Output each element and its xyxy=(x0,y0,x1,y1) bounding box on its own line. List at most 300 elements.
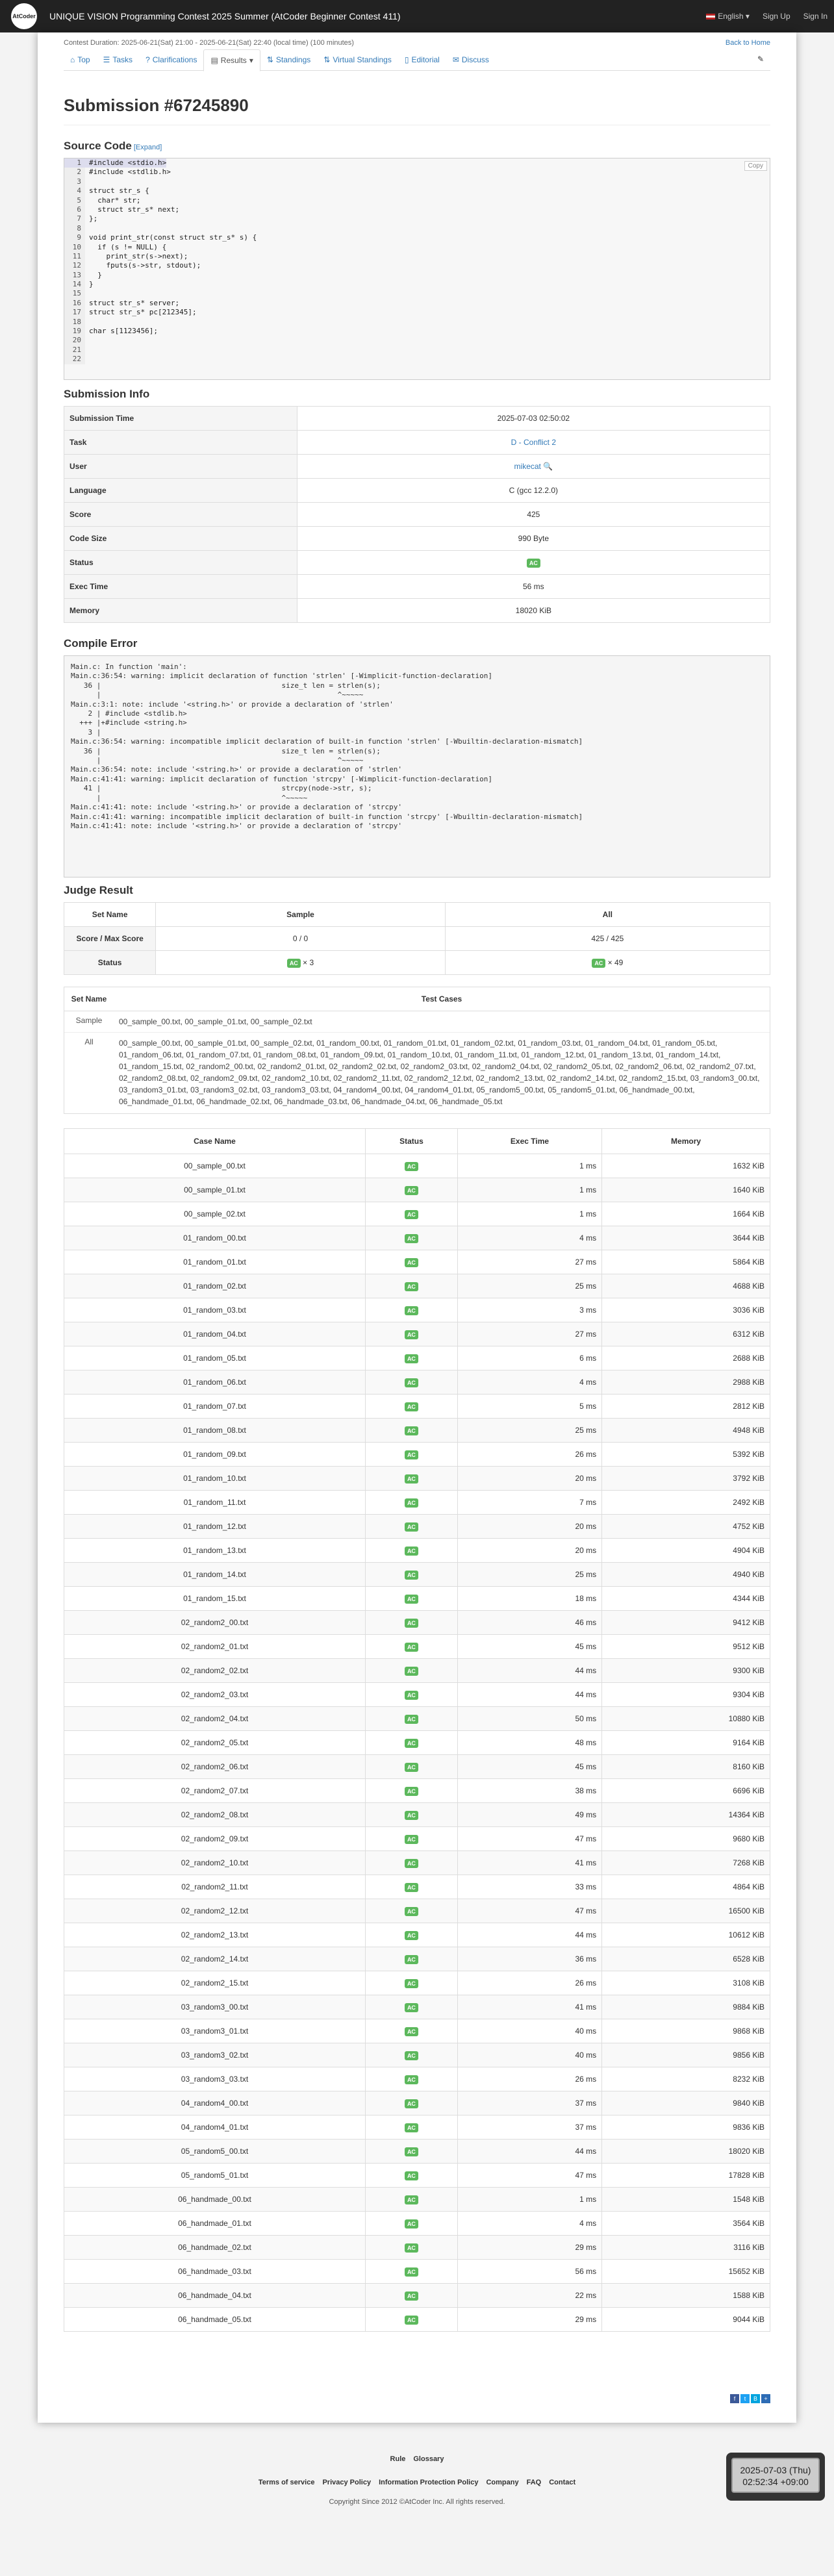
code-line xyxy=(64,355,770,364)
main-container xyxy=(38,32,796,2423)
case-status-cell xyxy=(365,1587,457,1611)
table-row: Memory 18020 KiB xyxy=(64,599,770,623)
case-memory: 9512 KiB xyxy=(602,1635,770,1659)
case-exec-time: 44 ms xyxy=(457,1659,601,1683)
tab-results[interactable]: ▤ Results ▾ xyxy=(203,49,260,71)
case-exec-time: 4 ms xyxy=(457,2212,601,2236)
case-exec-time: 44 ms xyxy=(457,2140,601,2164)
status-badge: AC xyxy=(405,2123,418,2132)
facebook-share-icon[interactable]: f xyxy=(730,2394,739,2403)
case-exec-time: 48 ms xyxy=(457,1731,601,1755)
table-row: User mikecat 🔍 xyxy=(64,455,770,479)
case-name: 01_random_12.txt xyxy=(64,1515,366,1539)
line-number: 11 xyxy=(64,252,85,261)
table-row xyxy=(64,2212,770,2236)
line-number: 19 xyxy=(64,327,85,336)
case-name: 01_random_14.txt xyxy=(64,1563,366,1587)
page-title: Submission #67245890 xyxy=(64,95,249,115)
fixed-clock xyxy=(726,2453,825,2501)
case-exec-time: 44 ms xyxy=(457,1923,601,1947)
case-name: 02_random2_00.txt xyxy=(64,1611,366,1635)
case-name: 03_random3_01.txt xyxy=(64,2019,366,2043)
footer-link-terms[interactable]: Terms of service xyxy=(258,2479,315,2486)
case-name: 06_handmade_05.txt xyxy=(64,2308,366,2332)
status-badge: AC xyxy=(405,1955,418,1964)
atcoder-logo[interactable]: AtCoder xyxy=(8,0,40,32)
case-memory: 2812 KiB xyxy=(602,1395,770,1419)
case-name: 02_random2_06.txt xyxy=(64,1755,366,1779)
case-status-cell xyxy=(365,2236,457,2260)
case-status-cell xyxy=(365,2284,457,2308)
line-number: 17 xyxy=(64,308,85,317)
table-row xyxy=(64,1635,770,1659)
case-name: 02_random2_12.txt xyxy=(64,1899,366,1923)
table-row xyxy=(64,1322,770,1346)
case-name: 02_random2_05.txt xyxy=(64,1731,366,1755)
case-exec-time: 5 ms xyxy=(457,1395,601,1419)
table-row xyxy=(64,2308,770,2332)
table-row xyxy=(64,1539,770,1563)
score-value: 425 xyxy=(297,503,770,527)
status-badge: AC xyxy=(405,1811,418,1820)
case-memory: 9044 KiB xyxy=(602,2308,770,2332)
all-count: × 49 xyxy=(607,957,624,967)
case-memory: 1640 KiB xyxy=(602,1178,770,1202)
table-row: Task D - Conflict 2 xyxy=(64,431,770,455)
table-row xyxy=(64,1587,770,1611)
case-results-table xyxy=(64,1128,770,2332)
table-row xyxy=(64,2236,770,2260)
table-row xyxy=(64,1563,770,1587)
code-line xyxy=(64,318,770,327)
case-exec-time: 7 ms xyxy=(457,1491,601,1515)
case-name: 02_random2_03.txt xyxy=(64,1683,366,1707)
table-row xyxy=(64,2164,770,2188)
case-status-cell xyxy=(365,1659,457,1683)
case-status-cell xyxy=(365,1923,457,1947)
status-badge: AC xyxy=(405,1378,418,1387)
code-text: struct str_s* pc[212345]; xyxy=(89,308,197,317)
line-number: 8 xyxy=(64,224,85,233)
footer xyxy=(0,2455,834,2506)
case-name: 06_handmade_02.txt xyxy=(64,2236,366,2260)
table-header-row: Case Name Status Exec Time Memory xyxy=(64,1129,770,1154)
case-name: 01_random_09.txt xyxy=(64,1443,366,1467)
case-status-cell xyxy=(365,2260,457,2284)
case-memory: 9680 KiB xyxy=(602,1827,770,1851)
contest-duration-row xyxy=(64,32,770,47)
case-name: 01_random_07.txt xyxy=(64,1395,366,1419)
exec-time-value: 56 ms xyxy=(297,575,770,599)
status-badge: AC xyxy=(405,2027,418,2036)
more-share-icon[interactable]: + xyxy=(761,2394,770,2403)
table-row xyxy=(64,1731,770,1755)
case-memory: 1664 KiB xyxy=(602,1202,770,1226)
tab-virtual-standings[interactable]: ⇅ Virtual Standings xyxy=(323,55,392,64)
case-memory: 4344 KiB xyxy=(602,1587,770,1611)
case-status-cell xyxy=(365,1851,457,1875)
line-number: 2 xyxy=(64,168,85,177)
case-memory: 10880 KiB xyxy=(602,1707,770,1731)
tab-standings[interactable]: ⇅ Standings xyxy=(266,55,311,64)
table-row xyxy=(64,2091,770,2115)
status-badge: AC xyxy=(405,2219,418,2229)
case-name: 02_random2_02.txt xyxy=(64,1659,366,1683)
status-badge: AC xyxy=(405,1979,418,1988)
source-code-heading: Source Code [Expand] xyxy=(64,140,162,152)
back-to-home-link[interactable]: Back to Home xyxy=(725,39,770,47)
case-exec-time: 18 ms xyxy=(457,1587,601,1611)
case-memory: 3116 KiB xyxy=(602,2236,770,2260)
status-badge: AC xyxy=(405,1258,418,1267)
case-memory: 3564 KiB xyxy=(602,2212,770,2236)
table-row xyxy=(64,2188,770,2212)
case-exec-time: 27 ms xyxy=(457,1250,601,1274)
status-badge: AC xyxy=(405,1547,418,1556)
judge-result-heading: Judge Result xyxy=(64,884,133,896)
status-badge: AC xyxy=(405,1787,418,1796)
code-text xyxy=(85,318,89,327)
copy-button[interactable]: Copy xyxy=(744,161,767,171)
table-row xyxy=(64,1683,770,1707)
table-row: Status AC × 3 AC × 49 xyxy=(64,951,770,975)
status-badge: AC xyxy=(405,1402,418,1411)
case-name: 01_random_13.txt xyxy=(64,1539,366,1563)
code-line xyxy=(64,261,770,270)
case-name: 00_sample_02.txt xyxy=(64,1202,366,1226)
case-exec-time: 41 ms xyxy=(457,1995,601,2019)
code-text xyxy=(85,224,89,233)
table-row xyxy=(64,1370,770,1395)
line-number: 22 xyxy=(64,355,85,364)
case-status-cell xyxy=(365,1395,457,1419)
table-row xyxy=(64,1779,770,1803)
case-exec-time: 29 ms xyxy=(457,2236,601,2260)
case-status-cell xyxy=(365,1443,457,1467)
code-line xyxy=(64,224,770,233)
footer-link-privacy[interactable]: Privacy Policy xyxy=(322,2479,372,2486)
signin-link[interactable]: Sign In xyxy=(803,12,828,21)
footer-row1 xyxy=(0,2455,834,2463)
table-row: Exec Time 56 ms xyxy=(64,575,770,599)
case-name: 06_handmade_01.txt xyxy=(64,2212,366,2236)
search-icon[interactable]: 🔍 xyxy=(543,462,553,471)
case-exec-time: 40 ms xyxy=(457,2019,601,2043)
code-text xyxy=(85,346,89,355)
line-number: 20 xyxy=(64,336,85,345)
case-name: 06_handmade_04.txt xyxy=(64,2284,366,2308)
case-name: 01_random_08.txt xyxy=(64,1419,366,1443)
status-badge: AC xyxy=(405,1667,418,1676)
twitter-share-icon[interactable]: t xyxy=(740,2394,750,2403)
case-name: 02_random2_13.txt xyxy=(64,1923,366,1947)
test-cases-table xyxy=(64,987,770,1113)
table-row xyxy=(64,2067,770,2091)
case-status-cell xyxy=(365,1707,457,1731)
case-memory: 4940 KiB xyxy=(602,1563,770,1587)
case-status-cell xyxy=(365,1419,457,1443)
case-memory: 6696 KiB xyxy=(602,1779,770,1803)
tab-editorial[interactable]: ▯ Editorial xyxy=(404,55,440,64)
code-text xyxy=(85,336,89,345)
task-link[interactable]: D - Conflict 2 xyxy=(511,438,557,447)
compile-error-heading: Compile Error xyxy=(64,637,138,650)
table-row xyxy=(64,1707,770,1731)
table-row xyxy=(64,1346,770,1370)
test-cases-panel xyxy=(64,987,770,1114)
clock-time: 02:52:34 +09:00 xyxy=(742,2477,809,2487)
edit-pencil-icon[interactable]: ✎ xyxy=(757,55,764,64)
signup-link[interactable]: Sign Up xyxy=(762,12,790,21)
code-line xyxy=(64,243,770,252)
case-results-body xyxy=(64,1154,770,2332)
source-code-box[interactable] xyxy=(64,158,770,380)
status-badge: AC xyxy=(405,1739,418,1748)
case-exec-time: 49 ms xyxy=(457,1803,601,1827)
status-badge: AC xyxy=(405,1474,418,1484)
share-buttons xyxy=(730,2394,770,2403)
case-exec-time: 26 ms xyxy=(457,1443,601,1467)
code-text: struct str_s* next; xyxy=(89,205,180,214)
question-icon: ? xyxy=(145,55,150,64)
status-badge: AC xyxy=(405,1186,418,1195)
clock-date: 2025-07-03 (Thu) xyxy=(740,2465,811,2475)
code-line xyxy=(64,177,770,186)
table-row xyxy=(64,1250,770,1274)
line-number: 3 xyxy=(64,177,85,186)
code-line xyxy=(64,299,770,308)
book-icon: ▯ xyxy=(404,55,409,64)
code-line xyxy=(64,158,770,168)
status-badge: AC xyxy=(405,1210,418,1219)
sample-score: 0 / 0 xyxy=(156,927,445,951)
code-text xyxy=(85,177,89,186)
case-exec-time: 41 ms xyxy=(457,1851,601,1875)
case-memory: 9856 KiB xyxy=(602,2043,770,2067)
case-status-cell xyxy=(365,1370,457,1395)
case-exec-time: 26 ms xyxy=(457,2067,601,2091)
case-exec-time: 6 ms xyxy=(457,1346,601,1370)
case-name: 02_random2_11.txt xyxy=(64,1875,366,1899)
table-row: Status AC xyxy=(64,551,770,575)
code-line xyxy=(64,308,770,317)
case-exec-time: 1 ms xyxy=(457,1154,601,1178)
case-name: 01_random_05.txt xyxy=(64,1346,366,1370)
code-line xyxy=(64,196,770,205)
case-status-cell xyxy=(365,1226,457,1250)
case-exec-time: 25 ms xyxy=(457,1274,601,1298)
footer-link-contact[interactable]: Contact xyxy=(549,2479,576,2486)
case-memory: 17828 KiB xyxy=(602,2164,770,2188)
user-link[interactable]: mikecat xyxy=(514,462,541,471)
line-number: 5 xyxy=(64,196,85,205)
table-row: Submission Time 2025-07-03 02:50:02 xyxy=(64,407,770,431)
case-status-cell xyxy=(365,2308,457,2332)
status-badge: AC xyxy=(287,959,301,968)
table-row xyxy=(64,1178,770,1202)
case-status-cell xyxy=(365,2188,457,2212)
status-badge: AC xyxy=(405,1859,418,1868)
status-badge: AC xyxy=(405,1354,418,1363)
case-name: 05_random5_01.txt xyxy=(64,2164,366,2188)
line-number: 6 xyxy=(64,205,85,214)
case-memory: 4752 KiB xyxy=(602,1515,770,1539)
code-text: char s[1123456]; xyxy=(89,327,158,336)
case-status-cell xyxy=(365,1779,457,1803)
footer-link-faq[interactable]: FAQ xyxy=(526,2479,542,2486)
table-row: Language C (gcc 12.2.0) xyxy=(64,479,770,503)
footer-link-company[interactable]: Company xyxy=(486,2479,519,2486)
status-badge: AC xyxy=(405,1619,418,1628)
tab-tasks[interactable]: ☰ Tasks xyxy=(103,55,133,64)
case-exec-time: 47 ms xyxy=(457,2164,601,2188)
table-row xyxy=(64,1298,770,1322)
status-badge: AC xyxy=(405,1498,418,1508)
tab-discuss[interactable]: ✉ Discuss xyxy=(452,55,489,64)
case-status-cell xyxy=(365,2019,457,2043)
tab-top[interactable]: ⌂ Top xyxy=(70,55,90,64)
table-row xyxy=(64,1274,770,1298)
case-exec-time: 38 ms xyxy=(457,1779,601,1803)
memory-value: 18020 KiB xyxy=(297,599,770,623)
status-badge: AC xyxy=(405,1282,418,1291)
case-status-cell xyxy=(365,1250,457,1274)
table-row: Sample 00_sample_00.txt, 00_sample_01.txt, 00_sample_02.txt xyxy=(64,1011,770,1033)
expand-link[interactable]: [Expand] xyxy=(133,144,162,151)
case-status-cell xyxy=(365,1875,457,1899)
case-memory: 16500 KiB xyxy=(602,1899,770,1923)
case-name: 01_random_04.txt xyxy=(64,1322,366,1346)
clock-display xyxy=(731,2458,820,2493)
case-memory: 2688 KiB xyxy=(602,1346,770,1370)
case-status-cell xyxy=(365,1467,457,1491)
table-row: Set Name Test Cases xyxy=(64,987,770,1011)
submission-info-table xyxy=(64,406,770,623)
code-text: struct str_s { xyxy=(89,186,149,196)
case-memory: 9868 KiB xyxy=(602,2019,770,2043)
tab-clarifications[interactable]: ? Clarifications xyxy=(145,55,197,64)
footer-link-info-protection[interactable]: Information Protection Policy xyxy=(379,2479,479,2486)
code-line xyxy=(64,168,770,177)
case-status-cell xyxy=(365,1899,457,1923)
case-memory: 2492 KiB xyxy=(602,1491,770,1515)
sample-count: × 3 xyxy=(303,957,314,967)
table-row xyxy=(64,1443,770,1467)
case-exec-time: 4 ms xyxy=(457,1370,601,1395)
top-navbar xyxy=(0,0,834,32)
home-icon: ⌂ xyxy=(70,55,75,64)
status-badge: AC xyxy=(405,1234,418,1243)
case-status-cell xyxy=(365,1515,457,1539)
table-row: All 00_sample_00.txt, 00_sample_01.txt, 00_sample_02.txt, 01_random_00.txt, 01_random_01.txt, 01_random_02.txt, 01_random_03.txt, 01_random_04.txt, 01_random_05.txt, 01_random_06.txt, 01_random_07.txt, 01_random_08.txt, 01_random_09.txt, 01_random_10.txt, 01_random_11.txt, 01_random_12.txt, 01_random_13.txt, 01_random_14.txt, 01_random_15.txt, 02_random2_00.txt, 02_random2_01.txt, 02_random2_02.txt, 02_random2_03.txt, 02_random2_04.txt, 02_random2_05.txt, 02_random2_06.txt, 02_random2_07.txt, 02_random2_08.txt, 02_random2_09.txt, 02_random2_10.txt, 02_random2_11.txt, 02_random2_12.txt, 02_random2_13.txt, 02_random2_14.txt, 02_random2_15.txt, 03_random3_00.txt, 03_random3_01.txt, 03_random3_02.txt, 03_random3_03.txt, 04_random4_00.txt, 04_random4_01.txt, 05_random5_00.txt, 05_random5_01.txt, 06_handmade_00.txt, 06_handmade_01.txt, 06_handmade_02.txt, 06_handmade_03.txt, 06_handmade_04.txt, 06_handmade_05.txt xyxy=(64,1033,770,1114)
footer-link-rule[interactable]: Rule xyxy=(390,2455,406,2463)
case-status-cell xyxy=(365,2140,457,2164)
case-memory: 3036 KiB xyxy=(602,1298,770,1322)
code-line xyxy=(64,271,770,280)
case-exec-time: 40 ms xyxy=(457,2043,601,2067)
table-row xyxy=(64,1875,770,1899)
case-memory: 5392 KiB xyxy=(602,1443,770,1467)
case-name: 01_random_11.txt xyxy=(64,1491,366,1515)
table-row xyxy=(64,1971,770,1995)
line-number: 1 xyxy=(64,158,85,168)
case-exec-time: 4 ms xyxy=(457,1226,601,1250)
case-memory: 1588 KiB xyxy=(602,2284,770,2308)
code-text: #include <stdio.h> xyxy=(85,158,166,168)
status-badge: AC xyxy=(405,2051,418,2060)
case-name: 01_random_01.txt xyxy=(64,1250,366,1274)
case-memory: 6528 KiB xyxy=(602,1947,770,1971)
case-memory: 9412 KiB xyxy=(602,1611,770,1635)
status-badge: AC xyxy=(405,1643,418,1652)
case-name: 02_random2_10.txt xyxy=(64,1851,366,1875)
case-exec-time: 3 ms xyxy=(457,1298,601,1322)
status-badge: AC xyxy=(405,2267,418,2277)
table-row: Set Name Sample All xyxy=(64,903,770,927)
case-status-cell xyxy=(365,2115,457,2140)
case-memory: 1632 KiB xyxy=(602,1154,770,1178)
code-text: void print_str(const struct str_s* s) { xyxy=(89,233,257,242)
case-status-cell xyxy=(365,2164,457,2188)
case-exec-time: 33 ms xyxy=(457,1875,601,1899)
case-status-cell xyxy=(365,1611,457,1635)
case-name: 01_random_02.txt xyxy=(64,1274,366,1298)
sort-icon: ⇅ xyxy=(266,55,273,64)
case-status-cell xyxy=(365,1731,457,1755)
case-exec-time: 1 ms xyxy=(457,1202,601,1226)
judge-result-table xyxy=(64,902,770,975)
case-memory: 9884 KiB xyxy=(602,1995,770,2019)
case-name: 02_random2_08.txt xyxy=(64,1803,366,1827)
case-status-cell xyxy=(365,1274,457,1298)
case-exec-time: 47 ms xyxy=(457,1827,601,1851)
contest-nav-tabs xyxy=(64,49,770,71)
case-exec-time: 27 ms xyxy=(457,1322,601,1346)
case-name: 02_random2_01.txt xyxy=(64,1635,366,1659)
case-memory: 3792 KiB xyxy=(602,1467,770,1491)
case-exec-time: 45 ms xyxy=(457,1755,601,1779)
status-badge: AC xyxy=(405,1691,418,1700)
case-status-cell xyxy=(365,1178,457,1202)
case-exec-time: 20 ms xyxy=(457,1515,601,1539)
language-selector[interactable]: English ▾ xyxy=(706,12,750,21)
submission-info-heading: Submission Info xyxy=(64,388,150,400)
line-number: 16 xyxy=(64,299,85,308)
code-lines xyxy=(64,158,770,364)
case-memory: 7268 KiB xyxy=(602,1851,770,1875)
table-row xyxy=(64,1419,770,1443)
footer-link-glossary[interactable]: Glossary xyxy=(413,2455,444,2463)
case-name: 04_random4_00.txt xyxy=(64,2091,366,2115)
line-number: 7 xyxy=(64,214,85,223)
status-badge: AC xyxy=(592,959,605,968)
status-badge: AC xyxy=(405,1306,418,1315)
status-badge: AC xyxy=(405,1715,418,1724)
case-name: 01_random_06.txt xyxy=(64,1370,366,1395)
code-text xyxy=(85,355,89,364)
case-memory: 3108 KiB xyxy=(602,1971,770,1995)
code-line xyxy=(64,205,770,214)
table-row xyxy=(64,1202,770,1226)
table-row xyxy=(64,1851,770,1875)
contest-title[interactable]: UNIQUE VISION Programming Contest 2025 Summer (AtCoder Beginner Contest 411) xyxy=(49,11,401,21)
status-badge: AC xyxy=(405,2099,418,2108)
case-name: 02_random2_07.txt xyxy=(64,1779,366,1803)
case-status-cell xyxy=(365,1202,457,1226)
code-text: print_str(s->next); xyxy=(89,251,188,260)
case-memory: 9840 KiB xyxy=(602,2091,770,2115)
hatena-share-icon[interactable]: B xyxy=(751,2394,760,2403)
